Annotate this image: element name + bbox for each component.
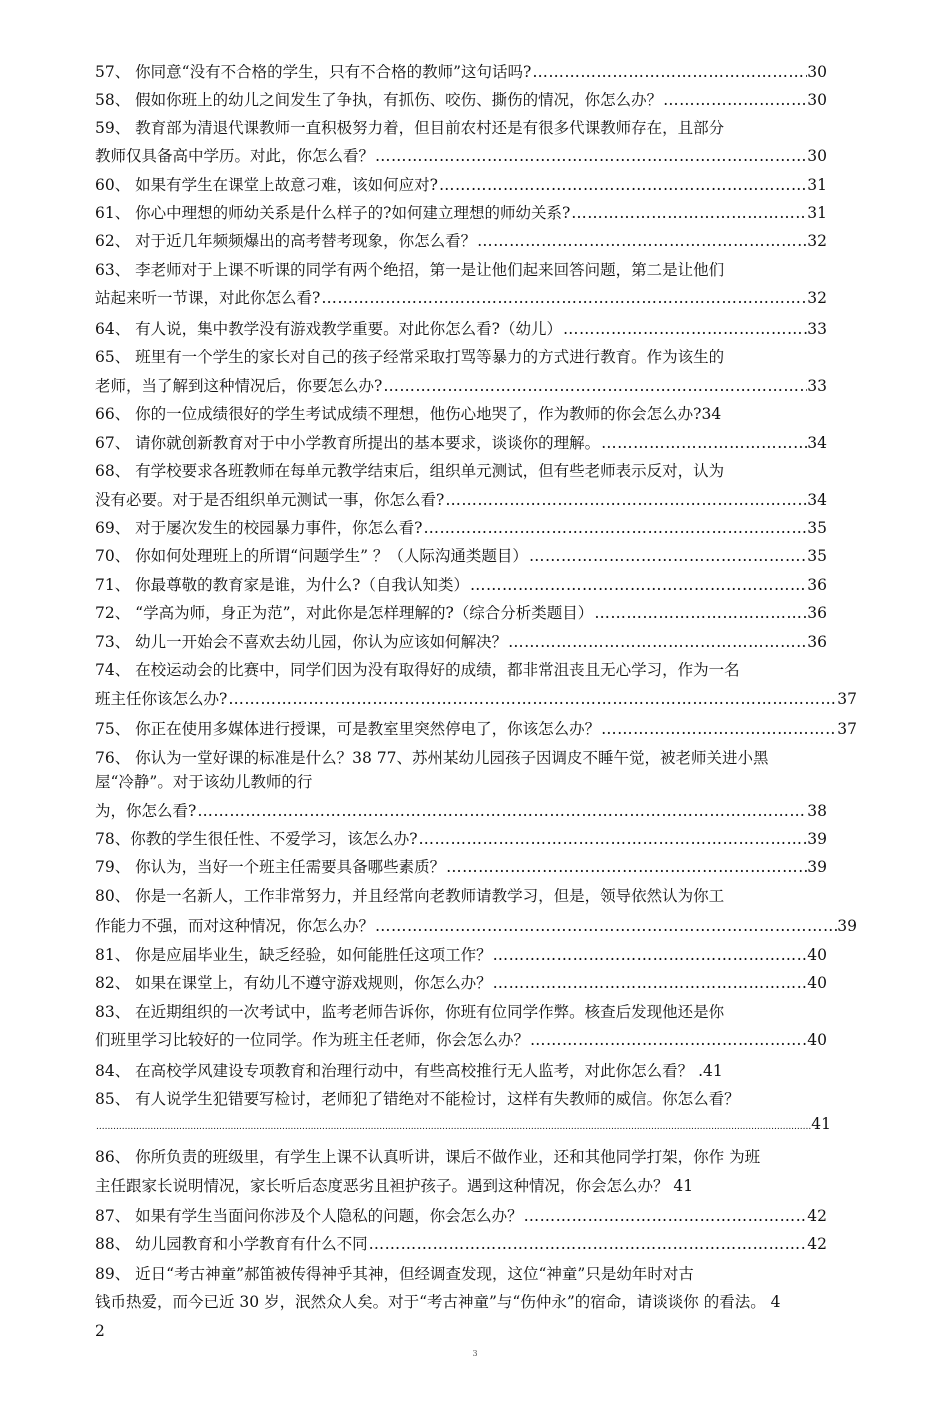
toc-page-number: 31	[807, 204, 827, 222]
leader-dots	[438, 175, 807, 195]
toc-entry-78[interactable]	[95, 829, 827, 849]
toc-entry-84[interactable]: 84、 在高校学风建设专项教育和治理行动中，有些高校推行无人监考，对此你怎么看？ .41	[95, 1062, 723, 1080]
toc-page-number: 39	[837, 917, 857, 935]
leader-dots	[492, 945, 808, 965]
toc-entry-59-line1: 59、 教育部为清退代课教师一直积极努力着，但目前农村还是有很多代课教师存在，且部分	[95, 119, 725, 137]
toc-entry-77-line2: 屋“冷静”。对于该幼儿教师的行	[95, 773, 313, 791]
leader-dots	[320, 288, 807, 308]
toc-entry-text: 71、 你最尊敬的教育家是谁，为什么?（自我认知类）	[95, 576, 469, 594]
leader-dots	[529, 1030, 807, 1050]
toc-entry-82[interactable]	[95, 973, 827, 993]
toc-entry-86[interactable]: 主任跟家长说明情况，家长听后态度恶劣且袒护孩子。遇到这种情况，你会怎么办？ 41	[95, 1177, 694, 1195]
toc-entry-58[interactable]	[95, 90, 827, 110]
toc-entry-68-line1: 68、 有学校要求各班教师在每单元教学结束后，组织单元测试，但有些老师表示反对，认为	[95, 462, 725, 480]
toc-entry-89-tail: 2	[95, 1322, 105, 1340]
toc-entry-text: 61、 你心中理想的师幼关系是什么样子的?如何建立理想的师幼关系?	[95, 204, 571, 222]
leader-dots	[444, 490, 807, 510]
toc-entry-text: 62、 对于近几年频频爆出的高考替考现象，你怎么看？	[95, 232, 477, 250]
leader-dots	[507, 632, 807, 652]
leader-dots	[368, 1234, 808, 1254]
toc-entry-61[interactable]	[95, 203, 827, 223]
toc-page-number: 39	[807, 830, 827, 848]
toc-entry-63[interactable]	[95, 288, 827, 308]
toc-page-number: 37	[837, 690, 857, 708]
toc-entry-text: 72、 “学高为师，身正为范”，对此你是怎样理解的?（综合分析类题目）	[95, 604, 594, 622]
toc-entry-85[interactable]	[95, 1114, 831, 1137]
leader-dots	[523, 1206, 808, 1226]
toc-entry-text: 67、 请你就创新教育对于中小学教育所提出的基本要求，谈谈你的理解。	[95, 434, 601, 452]
toc-entry-65-line1: 65、 班里有一个学生的家长对自己的孩子经常采取打骂等暴力的方式进行教育。作为该生的	[95, 348, 725, 366]
toc-page-number: 41	[811, 1115, 831, 1133]
toc-entry-62[interactable]	[95, 231, 827, 251]
toc-page-number: 38	[807, 802, 827, 820]
toc-entry-76-line1: 76、 你认为一堂好课的标准是什么？38 77、苏州某幼儿园孩子因调皮不睡午觉，被老师关进小黑	[95, 749, 769, 767]
leader-dots	[422, 518, 807, 538]
toc-entry-68[interactable]	[95, 490, 827, 510]
toc-entry-text: 站起来听一节课，对此你怎么看?	[95, 289, 321, 307]
toc-entry-80[interactable]	[95, 916, 857, 936]
toc-entry-73[interactable]	[95, 632, 827, 652]
leader-dots	[374, 146, 807, 166]
toc-entry-text: 64、 有人说，集中教学没有游戏教学重要。对此你怎么看?（幼儿）	[95, 320, 562, 338]
leader-dots	[593, 603, 807, 623]
toc-page-number: 40	[807, 946, 827, 964]
toc-entry-89-line1: 89、 近日“考古神童”郝笛被传得神乎其神，但经调查发现，这位“神童”只是幼年时对古	[95, 1265, 694, 1283]
toc-entry-88[interactable]	[95, 1234, 827, 1254]
toc-entry-80-line1: 80、 你是一名新人，工作非常努力，并且经常向老教师请教学习，但是，领导依然认为你工	[95, 887, 725, 905]
toc-entry-text: 教师仅具备高中学历。对此，你怎么看？	[95, 147, 375, 165]
page-number: 3	[472, 1349, 478, 1358]
toc-entry-text: 57、 你同意“没有不合格的学生，只有不合格的教师”这句话吗?	[95, 63, 532, 81]
toc-page-number: 39	[807, 858, 827, 876]
toc-entry-74-line1: 74、 在校运动会的比赛中，同学们因为没有取得好的成绩，都非常沮丧且无心学习，作为一名	[95, 661, 740, 679]
toc-entry-86-line1: 86、 你所负责的班级里，有学生上课不认真听讲，课后不做作业，还和其他同学打架，你作 为班	[95, 1148, 761, 1166]
leader-dots	[374, 916, 837, 936]
toc-page-number: 32	[807, 232, 827, 250]
toc-page-number: 37	[837, 720, 857, 738]
toc-page-number: 30	[807, 147, 827, 165]
leader-dots	[662, 90, 807, 110]
toc-page-number: 32	[807, 289, 827, 307]
toc-entry-text: 81、 你是应届毕业生，缺乏经验，如何能胜任这项工作？	[95, 946, 492, 964]
toc-entry-64[interactable]	[95, 319, 827, 339]
toc-entry-text: 79、 你认为，当好一个班主任需要具备哪些素质？	[95, 858, 446, 876]
toc-entry-77[interactable]	[95, 801, 827, 821]
toc-entry-text: 69、 对于屡次发生的校园暴力事件，你怎么看?	[95, 519, 423, 537]
toc-entry-89[interactable]: 钱币热爱，而今已近 30 岁，泯然众人矣。对于“考古神童”与“伤仲永”的宿命，请谈谈你 的看法。 4	[95, 1293, 781, 1311]
toc-entry-text: 73、 幼儿一开始会不喜欢去幼儿园，你认为应该如何解决？	[95, 633, 508, 651]
toc-entry-text: 78、你教的学生很任性、不爱学习，该怎么办?	[95, 830, 418, 848]
leader-dots	[600, 433, 807, 453]
toc-entry-text: 82、 如果在课堂上，有幼儿不遵守游戏规则，你怎么办？	[95, 974, 492, 992]
leader-dots	[600, 719, 837, 739]
leader-dots	[570, 203, 807, 223]
toc-entry-60[interactable]	[95, 175, 827, 195]
leader-dots	[476, 231, 807, 251]
toc-page-number: 36	[807, 576, 827, 594]
toc-entry-71[interactable]	[95, 575, 827, 595]
toc-page-number: 34	[807, 491, 827, 509]
toc-page-number: 33	[807, 377, 827, 395]
toc-entry-text: 58、 假如你班上的幼儿之间发生了争执，有抓伤、咬伤、撕伤的情况，你怎么办？	[95, 91, 663, 109]
toc-page-number: 30	[807, 63, 827, 81]
toc-page-number: 40	[807, 974, 827, 992]
toc-entry-57[interactable]	[95, 62, 827, 82]
leader-dots	[418, 829, 808, 849]
leader-dots	[445, 857, 807, 877]
toc-entry-66[interactable]: 66、 你的一位成绩很好的学生考试成绩不理想，他伤心地哭了，作为教师的你会怎么办?34	[95, 405, 722, 423]
toc-entry-text: 87、 如果有学生当面问你涉及个人隐私的问题，你会怎么办？	[95, 1207, 523, 1225]
toc-entry-text: 作能力不强，而对这种情况，你怎么办？	[95, 917, 375, 935]
leader-dots	[196, 801, 807, 821]
toc-entry-70[interactable]	[95, 546, 827, 566]
toc-page-number: 42	[807, 1207, 827, 1225]
toc-entry-59[interactable]	[95, 146, 827, 166]
toc-page-number: 35	[807, 519, 827, 537]
leader-dots	[95, 1117, 811, 1137]
toc-entry-text: 75、 你正在使用多媒体进行授课，可是教室里突然停电了，你该怎么办？	[95, 720, 601, 738]
toc-entry-83-line1: 83、 在近期组织的一次考试中，监考老师告诉你，你班有位同学作弊。核查后发现他还是你	[95, 1003, 725, 1021]
leader-dots	[469, 575, 807, 595]
toc-page-number: 35	[807, 547, 827, 565]
toc-page-number: 30	[807, 91, 827, 109]
toc-page-number: 33	[807, 320, 827, 338]
toc-entry-text: 60、 如果有学生在课堂上故意刁难，该如何应对?	[95, 176, 438, 194]
toc-page-number: 31	[807, 176, 827, 194]
toc-entry-72[interactable]	[95, 603, 827, 623]
toc-entry-text: 88、 幼儿园教育和小学教育有什么不同	[95, 1235, 368, 1253]
toc-entry-text: 老师，当了解到这种情况后，你要怎么办?	[95, 377, 383, 395]
toc-entry-text: 们班里学习比较好的一位同学。作为班主任老师，你会怎么办？	[95, 1031, 530, 1049]
toc-entry-63-line1: 63、 李老师对于上课不听课的同学有两个绝招，第一是让他们起来回答问题，第二是让他们	[95, 261, 725, 279]
leader-dots	[492, 973, 808, 993]
toc-entry-text: 70、 你如何处理班上的所谓“问题学生” ？（人际沟通类题目）	[95, 547, 528, 565]
toc-entry-text: 没有必要。对于是否组织单元测试一事，你怎么看?	[95, 491, 445, 509]
toc-entry-67[interactable]	[95, 433, 827, 453]
toc-page-number: 42	[807, 1235, 827, 1253]
toc-entry-text: 为，你怎么看?	[95, 802, 197, 820]
toc-entry-text: 班主任你该怎么办?	[95, 690, 228, 708]
toc-entry-79[interactable]	[95, 857, 827, 877]
leader-dots	[528, 546, 807, 566]
toc-entry-65[interactable]	[95, 376, 827, 396]
toc-page-number: 40	[807, 1031, 827, 1049]
leader-dots	[227, 689, 837, 709]
toc-page-number: 36	[807, 633, 827, 651]
toc-entry-69[interactable]	[95, 518, 827, 538]
toc-entry-75[interactable]	[95, 719, 857, 739]
toc-entry-81[interactable]	[95, 945, 827, 965]
toc-entry-87[interactable]	[95, 1206, 827, 1226]
leader-dots	[531, 62, 807, 82]
toc-entry-74[interactable]	[95, 689, 857, 709]
toc-entry-85-line1: 85、 有人说学生犯错要写检讨，老师犯了错绝对不能检讨，这样有失教师的威信。你怎么看？	[95, 1090, 740, 1108]
toc-entry-83[interactable]	[95, 1030, 827, 1050]
leader-dots	[562, 319, 807, 339]
toc-page-number: 34	[807, 434, 827, 452]
toc-page-number: 36	[807, 604, 827, 622]
leader-dots	[382, 376, 807, 396]
